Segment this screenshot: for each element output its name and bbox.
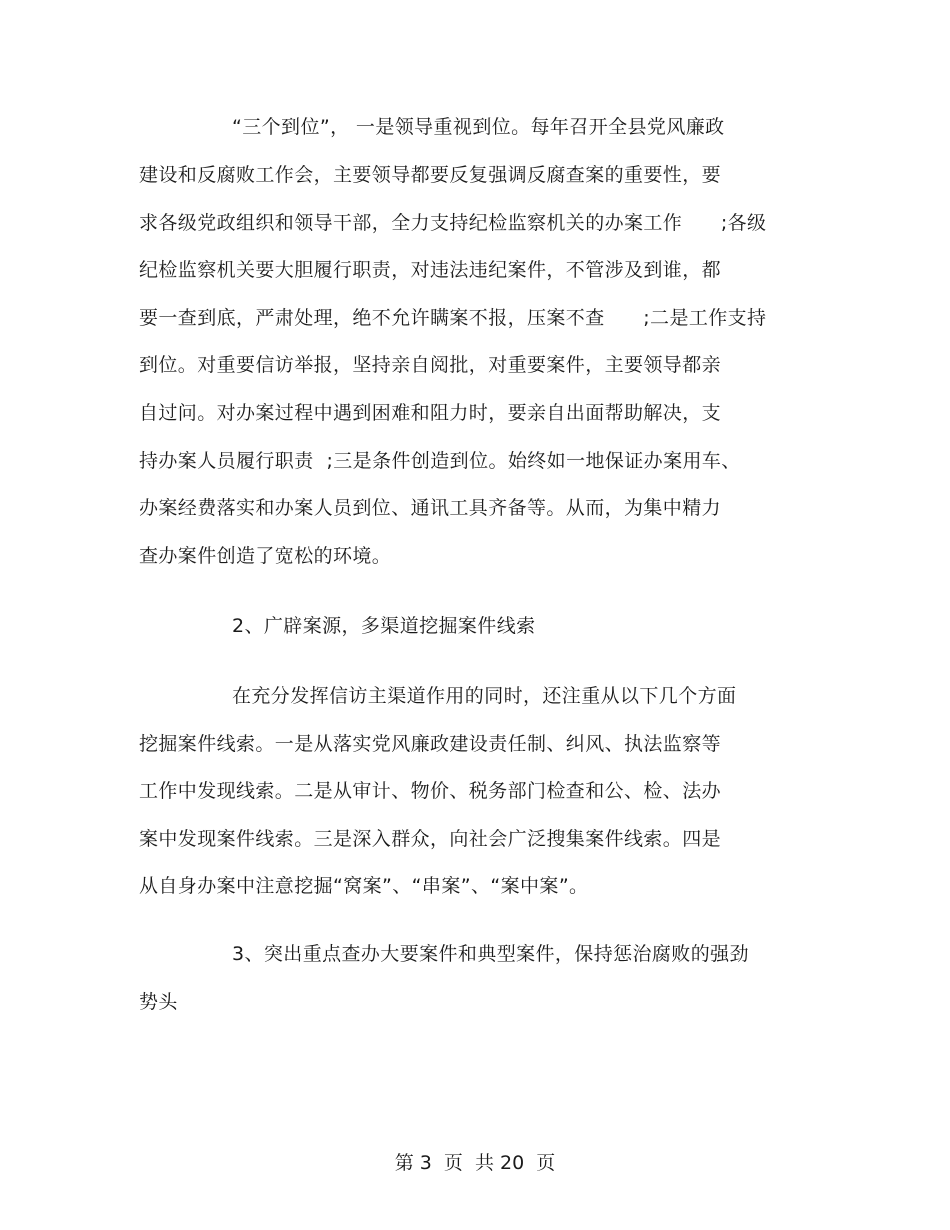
text-line: 持办案人员履行职责 ;三是条件创造到位。始终如一地保证办案用车、 bbox=[139, 450, 741, 472]
section-heading-2: 2、广辟案源，多渠道挖掘案件线索 bbox=[232, 615, 536, 637]
text-line: 自过问。对办案过程中遇到困难和阻力时，要亲自出面帮助解决，支 bbox=[139, 402, 722, 424]
text-line: 势头 bbox=[139, 991, 178, 1013]
text-line: 案中发现案件线索。三是深入群众，向社会广泛搜集案件线索。四是 bbox=[139, 828, 722, 850]
text-line: 建设和反腐败工作会，主要领导都要反复强调反腐查案的重要性，要 bbox=[139, 164, 722, 186]
text-line: 工作中发现线索。二是从审计、物价、税务部门检查和公、检、法办 bbox=[139, 780, 722, 802]
text-line: 到位。对重要信访举报，坚持亲自阅批，对重要案件，主要领导都亲 bbox=[139, 354, 722, 376]
text-line: 挖掘案件线索。一是从落实党风廉政建设责任制、纠风、执法监察等 bbox=[139, 733, 722, 755]
text-line: 在充分发挥信访主渠道作用的同时，还注重从以下几个方面 bbox=[232, 685, 737, 707]
text-line: “三个到位”， 一是领导重视到位。每年召开全县党风廉政 bbox=[232, 116, 725, 138]
page-number-footer: 第 3 页 共 20 页 bbox=[394, 1152, 556, 1174]
text-line: 办案经费落实和办案人员到位、通讯工具齐备等。从而，为集中精力 bbox=[139, 497, 722, 519]
text-line: 查办案件创造了宽松的环境。 bbox=[139, 545, 392, 567]
text-line: 从自身办案中注意挖掘“窝案”、“串案”、“案中案”。 bbox=[139, 875, 589, 897]
text-line: 求各级党政组织和领导干部，全力支持纪检监察机关的办案工作 ;各级 bbox=[139, 212, 767, 234]
text-line: 要一查到底，严肃处理，绝不允许瞒案不报，压案不查 ;二是工作支持 bbox=[139, 307, 767, 329]
text-line: 纪检监察机关要大胆履行职责，对违法违纪案件，不管涉及到谁，都 bbox=[139, 259, 722, 281]
text-line: 3、突出重点查办大要案件和典型案件，保持惩治腐败的强劲 bbox=[232, 943, 749, 965]
